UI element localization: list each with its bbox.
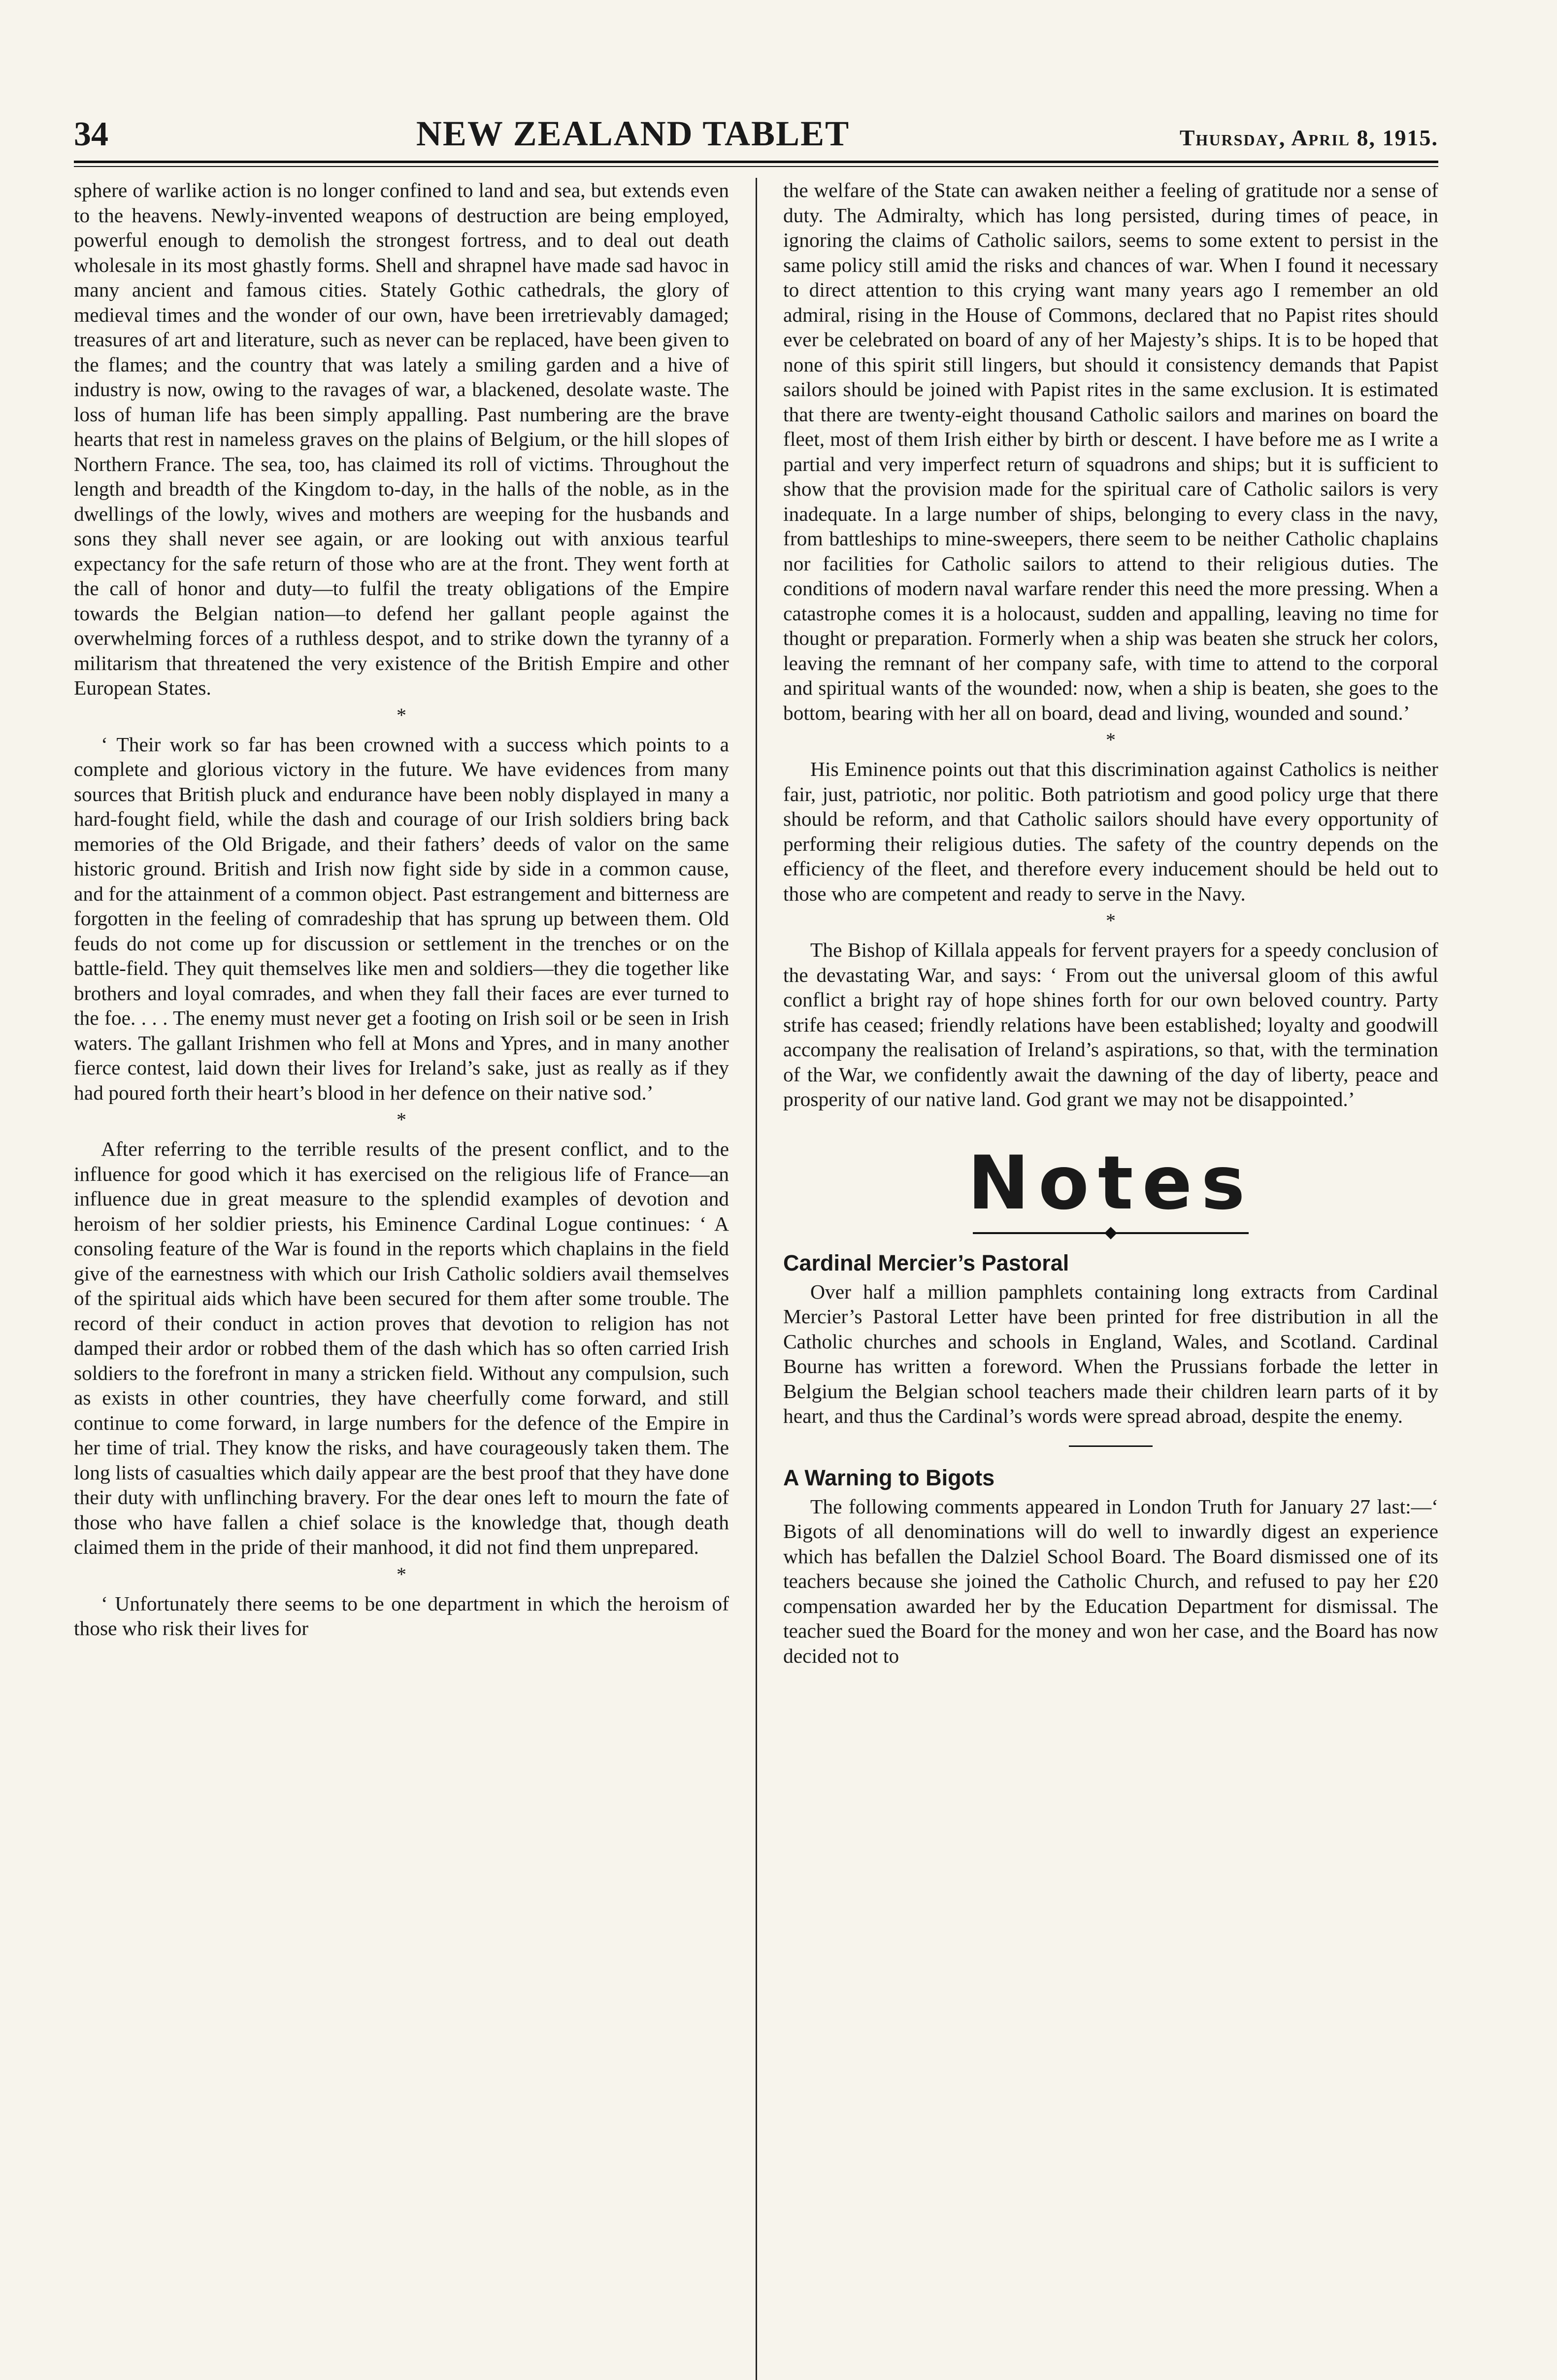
article-columns	[74, 178, 1438, 2380]
column-divider	[756, 178, 757, 2380]
left-paragraph-4: ‘ Unfortunately there seems to be one department in which the heroism of those who risk their lives for	[74, 1592, 729, 1640]
section-separator-star: *	[397, 704, 406, 726]
newspaper-page	[74, 113, 1438, 2380]
right-paragraph-2: His Eminence points out that this discrimination against Catholics is neither fair, just, patriotic, nor politic. Both patriotism and good policy urge that there should be reform, and that Catholic sailors should have every opportunity of performing their religious duties. The safety of the country depends on the efficiency of the fleet, and therefore every inducement should be held out to those who are competent and ready to serve in the Navy.	[783, 758, 1438, 905]
section-divider	[1069, 1445, 1153, 1447]
notes-heading: Notes	[967, 1140, 1254, 1226]
left-paragraph-3: After referring to the terrible results of the present conflict, and to the influence for good which it has exercised on the religious life of France—an influence due in great measure to the splendid examples of devotion and heroism of her soldier priests, his Eminence Cardinal Logue continues: ‘ A consoling feature of the War is found in the reports which chaplains in the field give of the earnestness with which our Irish Catholic soldiers avail themselves of the spiritual aids which have been secured for them after some trouble. The record of their conduct in action proves that devotion to religion has not damped their ardor or robbed them of the dash which has so often carried Irish soldiers to the forefront in many a stricken field. Without any compulsion, such as exists in other countries, they have cheerfully come forward, and still continue to come forward, in large numbers for the defence of the Empire in her time of trial. They know the risks, and have courageously taken them. The long lists of casualties which daily appear are the best proof that they have done their duty with unflinching bravery. For the dear ones left to mourn the fate of those who have fallen a chief solace is the knowledge that, though death claimed them in the pride of their manhood, it did not find them unprepared.	[74, 1138, 729, 1558]
notes-ornament-rule	[973, 1232, 1249, 1234]
section-heading-mercier: Cardinal Mercier’s Pastoral	[783, 1250, 1069, 1275]
issue-date: Thursday, April 8, 1915.	[1179, 125, 1438, 150]
section-body-mercier: Over half a million pamphlets containing long extracts from Cardinal Mercier’s Pastoral Letter have been printed for free distribution in all the Catholic churches and schools in England, Wales, and Scotland. Cardinal Bourne has written a foreword. When the Prussians forbade the letter in Belgium the Belgian school teachers made their children learn parts of it by heart, and thus the Cardinal’s words were spread abroad, despite the enemy.	[783, 1280, 1438, 1427]
page-number: 34	[74, 115, 108, 153]
masthead	[74, 113, 1438, 158]
section-separator-star: *	[397, 1108, 406, 1131]
left-paragraph-2: ‘ Their work so far has been crowned with a success which points to a complete and glorious victory in the future. We have evidences from many sources that British pluck and endurance have been nobly displayed in many a hard-fought field, while the dash and courage of our Irish soldiers bring back memories of the Old Brigade, and their fathers’ deeds of valor on the same historic ground. British and Irish now fight side by side in a common cause, and for the attainment of a common object. Past estrangement and bitterness are forgotten in the feeling of comradeship that has sprung up between them. Old feuds do not come up for discussion or settlement in the trenches or on the battle-field. They quit themselves like men and soldiers—they die together like brothers and loyal comrades, and when they fall their faces are ever turned to the foe. . . . The enemy must never get a footing on Irish soil or be seen in Irish waters. The gallant Irishmen who fell at Mons and Ypres, and in many another fierce contest, laid down their lives for Ireland’s sake, just as really as if they had poured forth their heart’s blood in her defence on their native sod.’	[74, 733, 729, 1104]
section-body-bigots: The following comments appeared in London Truth for January 27 last:—‘ Bigots of all denominations will do well to inwardly digest an experience which has befallen the Dalziel School Board. The Board dismissed one of its teachers because she joined the Catholic Church, and refused to pay her £20 compensation awarded her by the Education Department for dismissal. The teacher sued the Board for the money and won her case, and the Board has now decided not to	[783, 1495, 1438, 1667]
left-column	[74, 178, 729, 2380]
section-separator-star: *	[397, 1563, 406, 1585]
journal-title: NEW ZEALAND TABLET	[416, 114, 850, 153]
right-paragraph-1: the welfare of the State can awaken neither a feeling of gratitude nor a sense of duty. The Admiralty, which has long persisted, during times of peace, in ignoring the claims of Catholic sailors, seems to some extent to persist in the same policy still amid the risks and chances of war. When I found it necessary to direct attention to this crying want many years ago I remember an old admiral, rising in the House of Commons, declared that no Papist rites should ever be celebrated on board of any of her Majesty’s ships. It is to be hoped that none of this spirit still lingers, but should it consistency demands that Papist sailors should be joined with Papist rites in the same exclusion. It is estimated that there are twenty-eight thousand Catholic sailors and marines on board the fleet, most of them Irish either by birth or descent. I have before me as I write a partial and very imperfect return of squadrons and ships; but it is sufficient to show that the provision made for the spiritual care of Catholic sailors is very inadequate. In a large number of ships, belonging to every class in the navy, from battleships to mine-sweepers, there seem to be neither Catholic chaplains nor facilities for Catholic sailors to attend to their religious duties. The conditions of modern naval warfare render this need the more pressing. When a catastrophe comes it is a holocaust, sudden and appalling, leaving no time for thought or preparation. Formerly when a ship was beaten she struck her colors, leaving the remnant of her company safe, with time to attend to the corporal and spiritual wants of the wounded: now, when a ship is beaten, she goes to the bottom, bearing with her all on board, dead and living, wounded and sound.’	[783, 179, 1438, 724]
right-paragraph-3: The Bishop of Killala appeals for fervent prayers for a speedy conclusion of the devastating War, and says: ‘ From out the universal gloom of this awful conflict a bright ray of hope shines forth for our own beloved country. Party strife has ceased; friendly relations have been established; loyalty and goodwill accompany the realisation of Ireland’s aspirations, so that, with the termination of the War, we confidently await the dawning of the day of liberty, peace and prosperity of our native land. God grant we may not be disappointed.’	[783, 939, 1438, 1110]
header-rule	[74, 161, 1438, 167]
right-column	[783, 178, 1438, 2380]
section-separator-star: *	[1106, 729, 1116, 751]
section-separator-star: *	[1106, 909, 1116, 932]
diamond-ornament-icon	[1104, 1227, 1117, 1239]
left-paragraph-1: sphere of warlike action is no longer confined to land and sea, but extends even to the heavens. Newly-invented weapons of destruction are being employed, powerful enough to demolish the strongest fortress, and to deal out death wholesale in its most ghastly forms. Shell and shrapnel have made sad havoc in many ancient and famous cities. Stately Gothic cathedrals, the glory of medieval times and the wonder of our own, have been irretrievably damaged; treasures of art and literature, such as never can be replaced, have been given to the flames; and the country that was lately a smiling garden and a hive of industry is now, owing to the ravages of war, a blackened, desolate waste. The loss of human life has been simply appalling. Past numbering are the brave hearts that rest in nameless graves on the plains of Belgium, or the hill slopes of Northern France. The sea, too, has claimed its roll of victims. Throughout the length and breadth of the Kingdom to-day, in the halls of the noble, as in the dwellings of the lowly, wives and mothers are weeping for the husbands and sons they shall never see again, or are looking out with anxious tearful expectancy for the safe return of those who are at the front. They went forth at the call of honor and duty—to fulfil the treaty obligations of the Empire towards the Belgian nation—to defend her gallant people against the overwhelming forces of a ruthless despot, and to strike down the tyranny of a militarism that threatened the very existence of the British Empire and other European States.	[74, 179, 729, 699]
section-heading-bigots: A Warning to Bigots	[783, 1465, 995, 1490]
